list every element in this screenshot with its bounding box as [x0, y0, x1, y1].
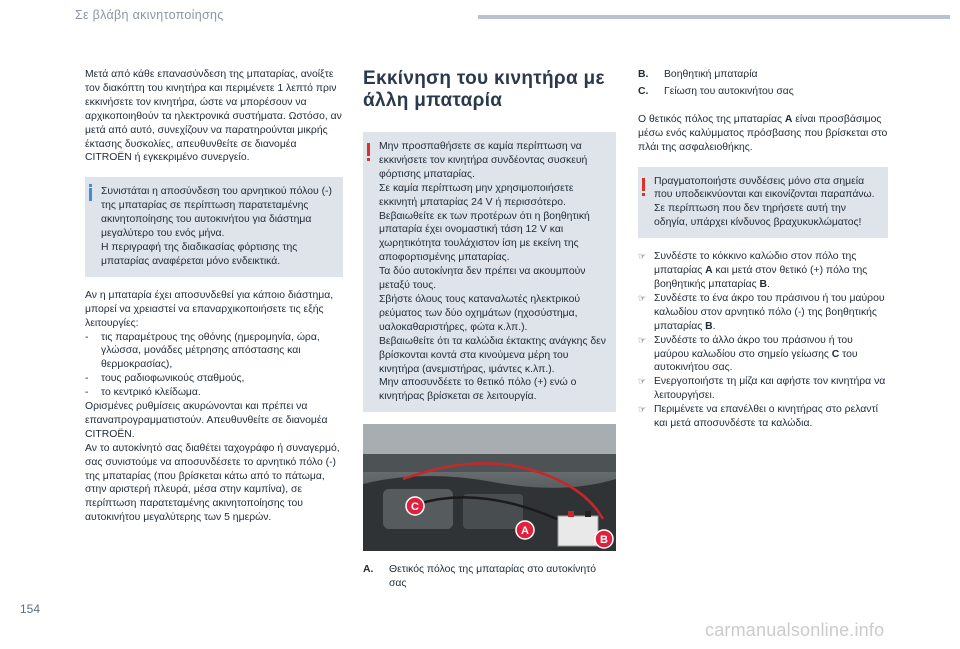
- text-part: Ο θετικός πόλος της μπαταρίας: [638, 113, 785, 125]
- legend-item: [638, 85, 888, 99]
- text-part: .: [712, 320, 716, 332]
- column-middle: [363, 68, 616, 591]
- text-part: Συνδέστε το άλλο άκρο του πράσινου ή του μαύρου καλωδίου στο σημείο γείωσης: [654, 334, 853, 360]
- text-part: είναι προσβάσιμος μέσω ενός καλύμματος πρόσβασης που βρίσκεται στο πλάι της ασφαλειοθήκης.: [638, 113, 888, 153]
- step-item: [638, 292, 888, 334]
- text-bold: A: [705, 265, 713, 277]
- warning-icon: [642, 178, 645, 191]
- warning-text: Πραγματοποιήστε συνδέσεις μόνο στα σημεία που υποδεικνύονται και εικονίζονται παραπάνω. Σε περίπτωση που δεν τηρήσετε αυτή την οδηγία, υπάρχει κίνδυνος βραχυκυκλώματος!: [654, 175, 875, 229]
- legend-key: C.: [638, 85, 649, 97]
- text-bold: C: [831, 348, 840, 360]
- info-text: Συνιστάται η αποσύνδεση του αρνητικού πόλου (-) της μπαταρίας σε περίπτωση παρατεταμένης ακινητοποίησης του αυτοκινήτου για διάστημα μεγαλύτερο του ενός μήνα. Η περιγραφή της διαδικασίας φόρτισης της μπαταρίας αναφέρεται μόνο ενδεικτικά.: [101, 186, 332, 267]
- text-part: του αυτοκινήτου σας.: [654, 348, 858, 374]
- label-a: A: [521, 525, 529, 538]
- text-part: .: [767, 278, 770, 290]
- label-b: B: [600, 534, 608, 547]
- step-item: [638, 403, 888, 431]
- intro-paragraph: Μετά από κάθε επανασύνδεση της μπαταρίας, ανοίξτε τον διακόπτη του κινητήρα και περιμένετε 1 λεπτό πριν εκκινήσετε τον κινητήρα, ώστε να μπορέσουν να αρχικοποιηθούν τα ηλεκτρονικά συστήματα. Ωστόσο, αν μετά από αυτό, συνεχίζουν να παρατηρούνται μικρής έκτασης δυσκολίες, απευθυνθείτε σε διανομέα CITROËN ή εγκεκριμένο συνεργείο.: [85, 69, 342, 164]
- column-left: [85, 68, 343, 537]
- page-number: 154: [20, 602, 41, 616]
- label-c: C: [411, 501, 419, 514]
- step-item: [638, 375, 888, 403]
- arrow-icon: ☞: [638, 404, 647, 415]
- arrow-icon: ☞: [638, 334, 647, 345]
- engine-illustration: [363, 424, 616, 551]
- arrow-icon: ☞: [638, 251, 647, 262]
- header-bar: [478, 15, 950, 19]
- section-title: Εκκίνηση του κινητήρα με άλλη μπαταρία: [363, 68, 605, 111]
- info-icon: [89, 188, 92, 201]
- text-part: και μετά στον θετικό (+) πόλο της βοηθητικής μπαταρίας: [654, 265, 868, 290]
- step-item: [638, 250, 888, 292]
- list-item: - το κεντρικό κλείδωμα.: [85, 386, 343, 400]
- steps-list: [638, 250, 888, 431]
- legend-item: [638, 68, 888, 82]
- warning-text: Μην προσπαθήσετε σε καμία περίπτωση να εκκινήσετε τον κινητήρα συνδέοντας συσκευή φόρτισης μπαταρίας. Σε καμία περίπτωση μην χρησιμοποιήσετε εκκινητή μπαταρίας 24 V ή περισσότερο. Βεβαιωθείτε εκ των προτέρων ότι η βοηθητική μπαταρία έχει ονομαστική τάση 12 V και χωρητικότητα τουλάχιστον ίση με εκείνη της αποφορτισμένης μπαταρίας. Τα δύο αυτοκίνητα δεν πρέπει να ακουμπούν μεταξύ τους. Σβήστε όλους τους καταναλωτές ηλεκτρικού ρεύματος των δύο οχημάτων (ηχοσύστημα, υαλοκαθαριστήρες, φώτα κ.λπ.). Βεβαιωθείτε ότι τα καλώδια έκτακτης ανάγκης δεν βρίσκονται κοντά στα κινούμενα μέρη του κινητήρα (ανεμιστήρας, ιμάντες κ.λπ.). Μην αποσυνδέετε το θετικό πόλο (+) ενώ ο κινητήρας βρίσκεται σε λειτουργία.: [379, 141, 606, 403]
- text-bold: A: [784, 113, 793, 125]
- access-paragraph: [638, 113, 888, 155]
- legend-text: Βοηθητική μπαταρία: [664, 69, 758, 80]
- column-right: [638, 68, 888, 431]
- warning-box: [363, 132, 616, 412]
- warning-icon: [367, 143, 370, 156]
- text-part: Περιμένετε να επανέλθει ο κινητήρας στο ρελαντί και μετά αποσυνδέστε τα καλώδια.: [654, 404, 878, 430]
- legend-text: Γείωση του αυτοκινήτου σας: [664, 85, 794, 97]
- photo-caption: [363, 563, 616, 591]
- watermark: carmanualsonline.info: [705, 620, 885, 640]
- text-part: Συνδέστε το κόκκινο καλώδιο στον πόλο της μπαταρίας: [654, 251, 857, 277]
- caption-text: Θετικός πόλος της μπαταρίας στο αυτοκίνητό σας: [389, 564, 597, 590]
- text-part: Ενεργοποιήστε τη μίζα και αφήστε τον κινητήρα να λειτουργήσει.: [654, 376, 886, 402]
- info-box: [85, 177, 343, 276]
- reinit-list: [85, 331, 343, 401]
- legend-key: B.: [638, 69, 649, 80]
- engine-bay-photo: [363, 424, 616, 551]
- reinit-paragraph: Αν η μπαταρία έχει αποσυνδεθεί για κάποιο διάστημα, μπορεί να χρειαστεί να επαναρχικοποιήσετε τις εξής λειτουργίες:: [85, 289, 334, 329]
- caption-key: A.: [363, 564, 374, 576]
- warning-box: [638, 167, 888, 239]
- text-bold: B: [759, 278, 767, 290]
- text-part: Συνδέστε το ένα άκρο του πράσινου ή του μαύρου καλωδίου στον αρνητικό πόλο (-) της βοηθητικής μπαταρίας: [654, 292, 885, 332]
- text-bold: B: [705, 320, 713, 332]
- list-item: - τις παραμέτρους της οθόνης (ημερομηνία, ώρα, γλώσσα, μονάδες μέτρησης απόστασης και θερμοκρασίας),: [85, 331, 343, 373]
- arrow-icon: ☞: [638, 376, 647, 387]
- settings-paragraph: Ορισμένες ρυθμίσεις ακυρώνονται και πρέπει να επαναπρογραμματιστούν. Απευθυνθείτε σε διανομέα CITROËN. Αν το αυτοκίνητό σας διαθέτει ταχογράφο ή συναγερμό, σας συνιστούμε να αποσυνδέσετε το αρνητικό πόλο (-) της μπαταρίας (που βρίσκεται κάτω από το πάτωμα, στην αριστερή πλευρά, μέσα στην καμπίνα), σε περίπτωση παρατεταμένης ακινητοποίησης του αυτοκινήτου μεγαλύτερης των 5 ημερών.: [85, 401, 340, 524]
- section-header: Σε βλάβη ακινητοποίησης: [75, 8, 224, 22]
- arrow-icon: ☞: [638, 292, 647, 303]
- step-item: [638, 334, 888, 376]
- list-item: - τους ραδιοφωνικούς σταθμούς,: [85, 372, 343, 386]
